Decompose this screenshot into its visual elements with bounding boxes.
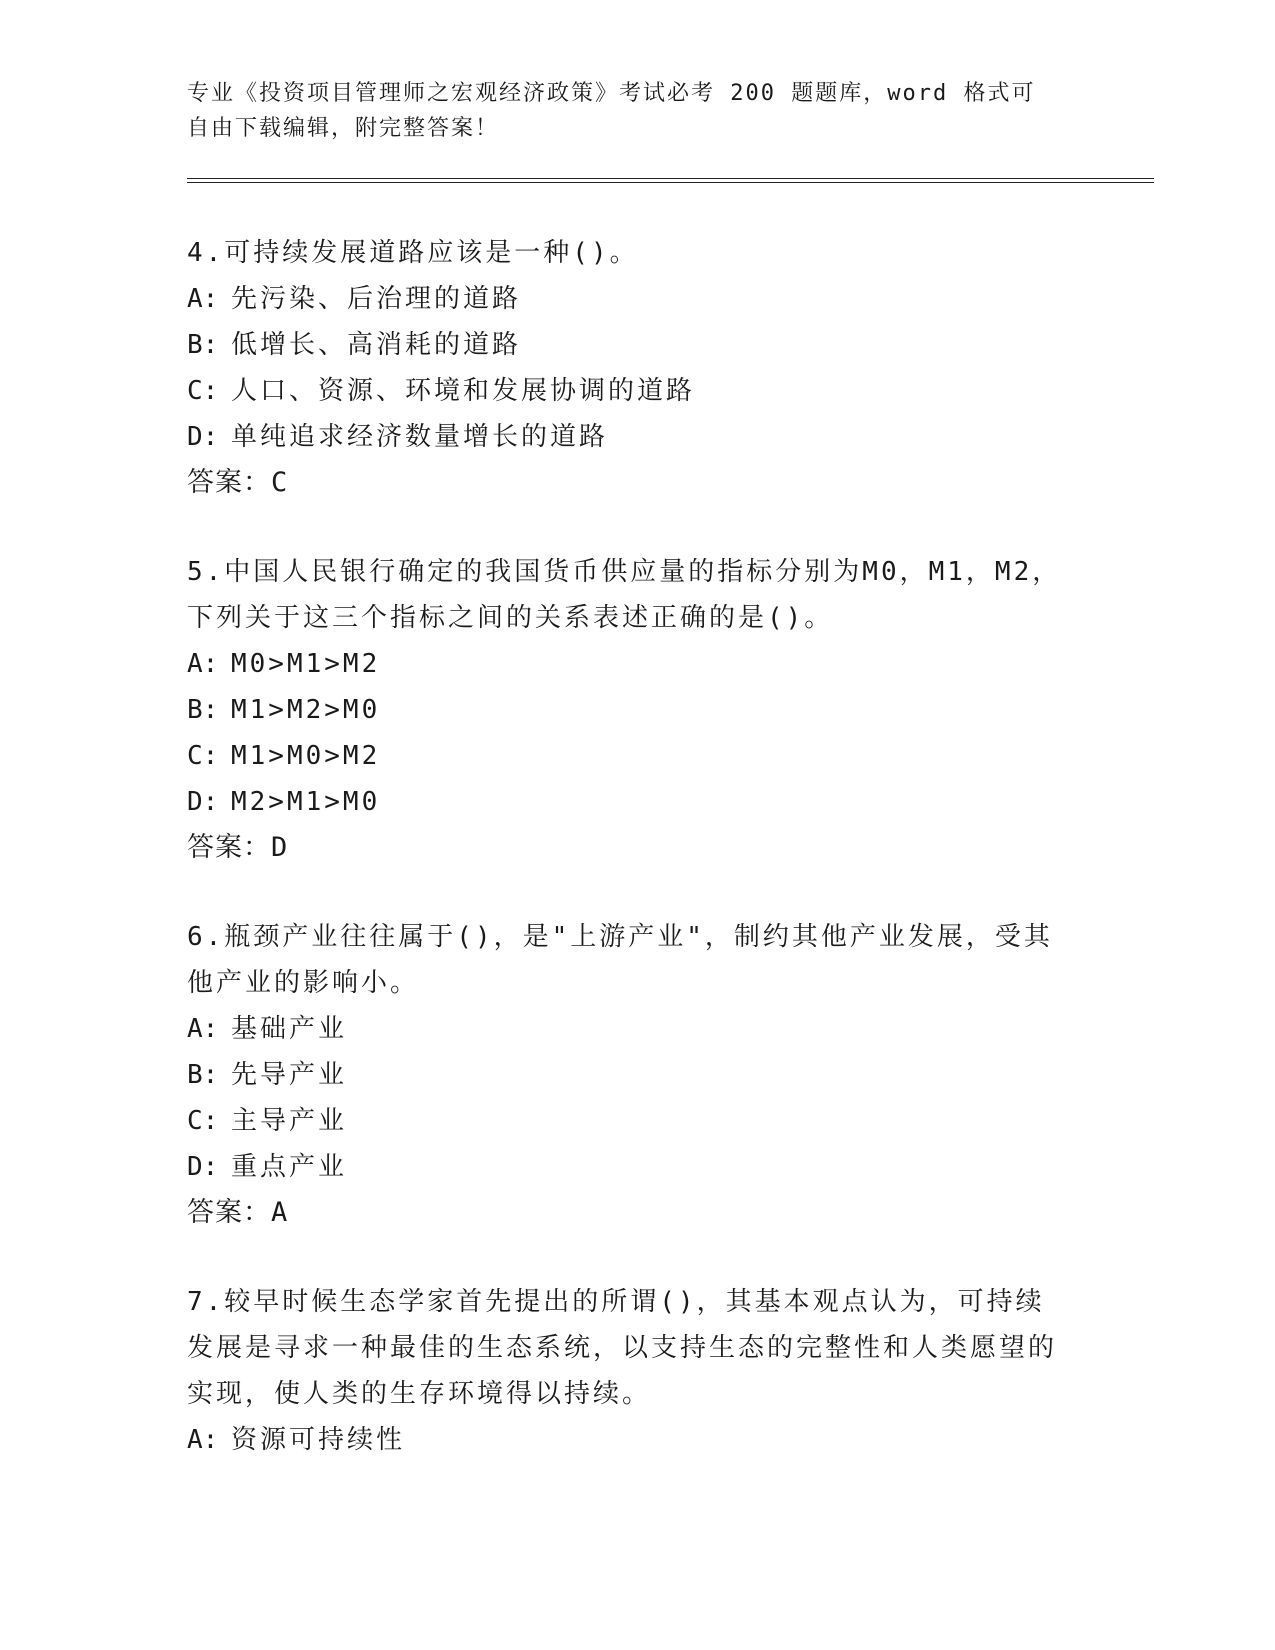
header-divider-bottom [187, 182, 1154, 183]
option-label: A: [187, 284, 219, 314]
question-stem: 7.较早时候生态学家首先提出的所谓()，其基本观点认为，可持续发展是寻求一种最佳的生态系统，以支持生态的完整性和人类愿望的实现，使人类的生存环境得以持续。 [187, 1287, 1058, 1409]
option-label: B: [187, 695, 219, 725]
option-a [187, 276, 1067, 322]
option-text: 先污染、后治理的道路 [231, 284, 522, 314]
option-a [187, 641, 1067, 687]
question-stem: 4.可持续发展道路应该是一种()。 [187, 238, 639, 268]
option-text: 人口、资源、环境和发展协调的道路 [231, 376, 696, 406]
header-divider-top [187, 178, 1154, 179]
option-label: B: [187, 330, 219, 360]
question-5 [187, 549, 1067, 871]
answer: 答案：C [187, 467, 289, 498]
option-label: A: [187, 1425, 219, 1455]
option-label: C: [187, 1106, 219, 1136]
option-label: A: [187, 649, 219, 679]
option-text: 单纯追求经济数量增长的道路 [231, 422, 609, 452]
option-text: 基础产业 [231, 1014, 348, 1044]
option-b [187, 322, 1067, 368]
document-header: 专业《投资项目管理师之宏观经济政策》考试必考 200 题题库，word 格式可自由下载编辑，附完整答案！ [187, 81, 1036, 141]
option-c [187, 368, 1067, 414]
answer: 答案：A [187, 1197, 289, 1228]
option-d [187, 779, 1067, 825]
option-text: 重点产业 [231, 1152, 348, 1182]
option-label: D: [187, 422, 219, 452]
option-b [187, 687, 1067, 733]
option-text: M2>M1>M0 [231, 787, 381, 817]
option-c [187, 1098, 1067, 1144]
option-label: A: [187, 1014, 219, 1044]
answer: 答案：D [187, 832, 289, 863]
question-stem: 6.瓶颈产业往往属于()，是"上游产业"，制约其他产业发展，受其他产业的影响小。 [187, 922, 1053, 998]
option-label: D: [187, 787, 219, 817]
option-text: 先导产业 [231, 1060, 348, 1090]
question-7 [187, 1279, 1067, 1463]
question-6 [187, 914, 1067, 1236]
option-text: M1>M0>M2 [231, 741, 381, 771]
question-stem: 5.中国人民银行确定的我国货币供应量的指标分别为M0，M1，M2，下列关于这三个指标之间的关系表述正确的是()。 [187, 557, 1062, 633]
option-text: 主导产业 [231, 1106, 348, 1136]
option-text: 低增长、高消耗的道路 [231, 330, 522, 360]
option-text: 资源可持续性 [231, 1425, 406, 1455]
option-a [187, 1006, 1067, 1052]
option-b [187, 1052, 1067, 1098]
question-list [187, 230, 1067, 1506]
option-text: M1>M2>M0 [231, 695, 381, 725]
option-d [187, 1144, 1067, 1190]
option-label: B: [187, 1060, 219, 1090]
option-d [187, 414, 1067, 460]
question-4 [187, 230, 1067, 506]
option-text: M0>M1>M2 [231, 649, 381, 679]
option-label: C: [187, 741, 219, 771]
option-label: C: [187, 376, 219, 406]
option-label: D: [187, 1152, 219, 1182]
option-a [187, 1417, 1067, 1463]
option-c [187, 733, 1067, 779]
